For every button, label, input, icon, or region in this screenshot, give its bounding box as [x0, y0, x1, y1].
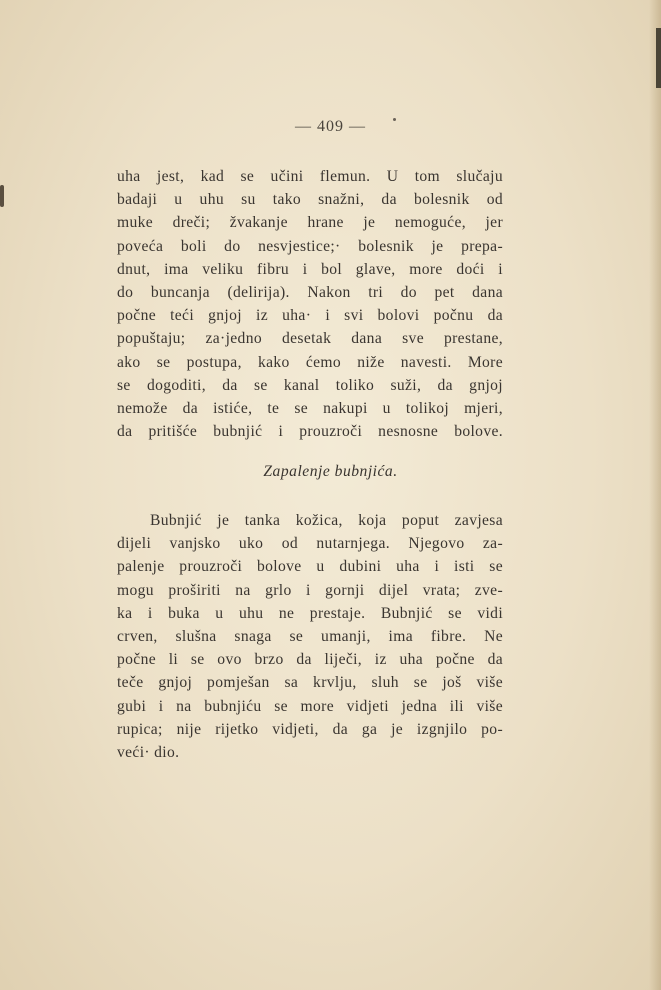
text-line: palenje prouzroči bolove u dubini uha i isti se	[117, 558, 503, 576]
text-line: veći· dio.	[117, 744, 180, 762]
text-line: ka i buka u uhu ne prestaje. Bubnjić se vidi	[117, 604, 503, 622]
ink-speck	[393, 118, 396, 121]
text-line: dnut, ima veliku fibru i bol glave, more doći i	[117, 260, 503, 278]
text-line: počne li se ovo brzo da liječi, iz uha počne da	[117, 651, 503, 669]
text-line: teče gnjoj pomješan sa krvlju, sluh se još više	[117, 674, 503, 692]
text-line: badaji u uhu su tako snažni, da bolesnik od	[117, 191, 503, 209]
text-line: ako se postupa, kako ćemo niže navesti. More	[117, 353, 503, 371]
text-line: se dogoditi, da se kanal toliko suži, da gnjoj	[117, 376, 503, 394]
text-line: gubi i na bubnjiću se more vidjeti jedna ili više	[117, 697, 503, 715]
paragraph-2	[117, 509, 503, 764]
page-edge-mark	[656, 28, 661, 88]
text-line: dijeli vanjsko uko od nutarnjega. Njegovo za-	[117, 535, 503, 553]
paragraph-1	[117, 165, 503, 443]
text-line: nemože da istiće, te se nakupi u tolikoj mjeri,	[117, 400, 503, 418]
text-line: popuštaju; za·jedno desetak dana sve prestane,	[117, 330, 503, 348]
section-heading: Zapalenje bubnjića.	[263, 463, 398, 480]
text-line: do buncanja (delirija). Nakon tri do pet dana	[117, 284, 503, 302]
text-line: mogu proširiti na grlo i gornji dijel vrata; zve-	[117, 581, 503, 599]
text-line: muke dreči; žvakanje hrane je nemoguće, jer	[117, 214, 503, 232]
text-line: uha jest, kad se učini flemun. U tom slučaju	[117, 168, 503, 185]
text-line: da pritišće bubnjić i prouzroči nesnosne bolove.	[117, 423, 503, 441]
page-edge-shadow	[649, 0, 661, 990]
binding-mark	[0, 185, 4, 207]
page-number: — 409 —	[295, 118, 366, 135]
text-line: poveća boli do nesvjestice;· bolesnik je prepa-	[117, 237, 503, 255]
text-line: Bubnjić je tanka kožica, koja poput zavjesa	[150, 512, 503, 529]
text-line: crven, slušna snaga se umanji, ima fibre. Ne	[117, 628, 503, 646]
text-line: počne teći gnjoj iz uha· i svi bolovi počnu da	[117, 307, 503, 325]
text-line: rupica; nije rijetko vidjeti, da ga je izgnjilo po-	[117, 720, 503, 738]
